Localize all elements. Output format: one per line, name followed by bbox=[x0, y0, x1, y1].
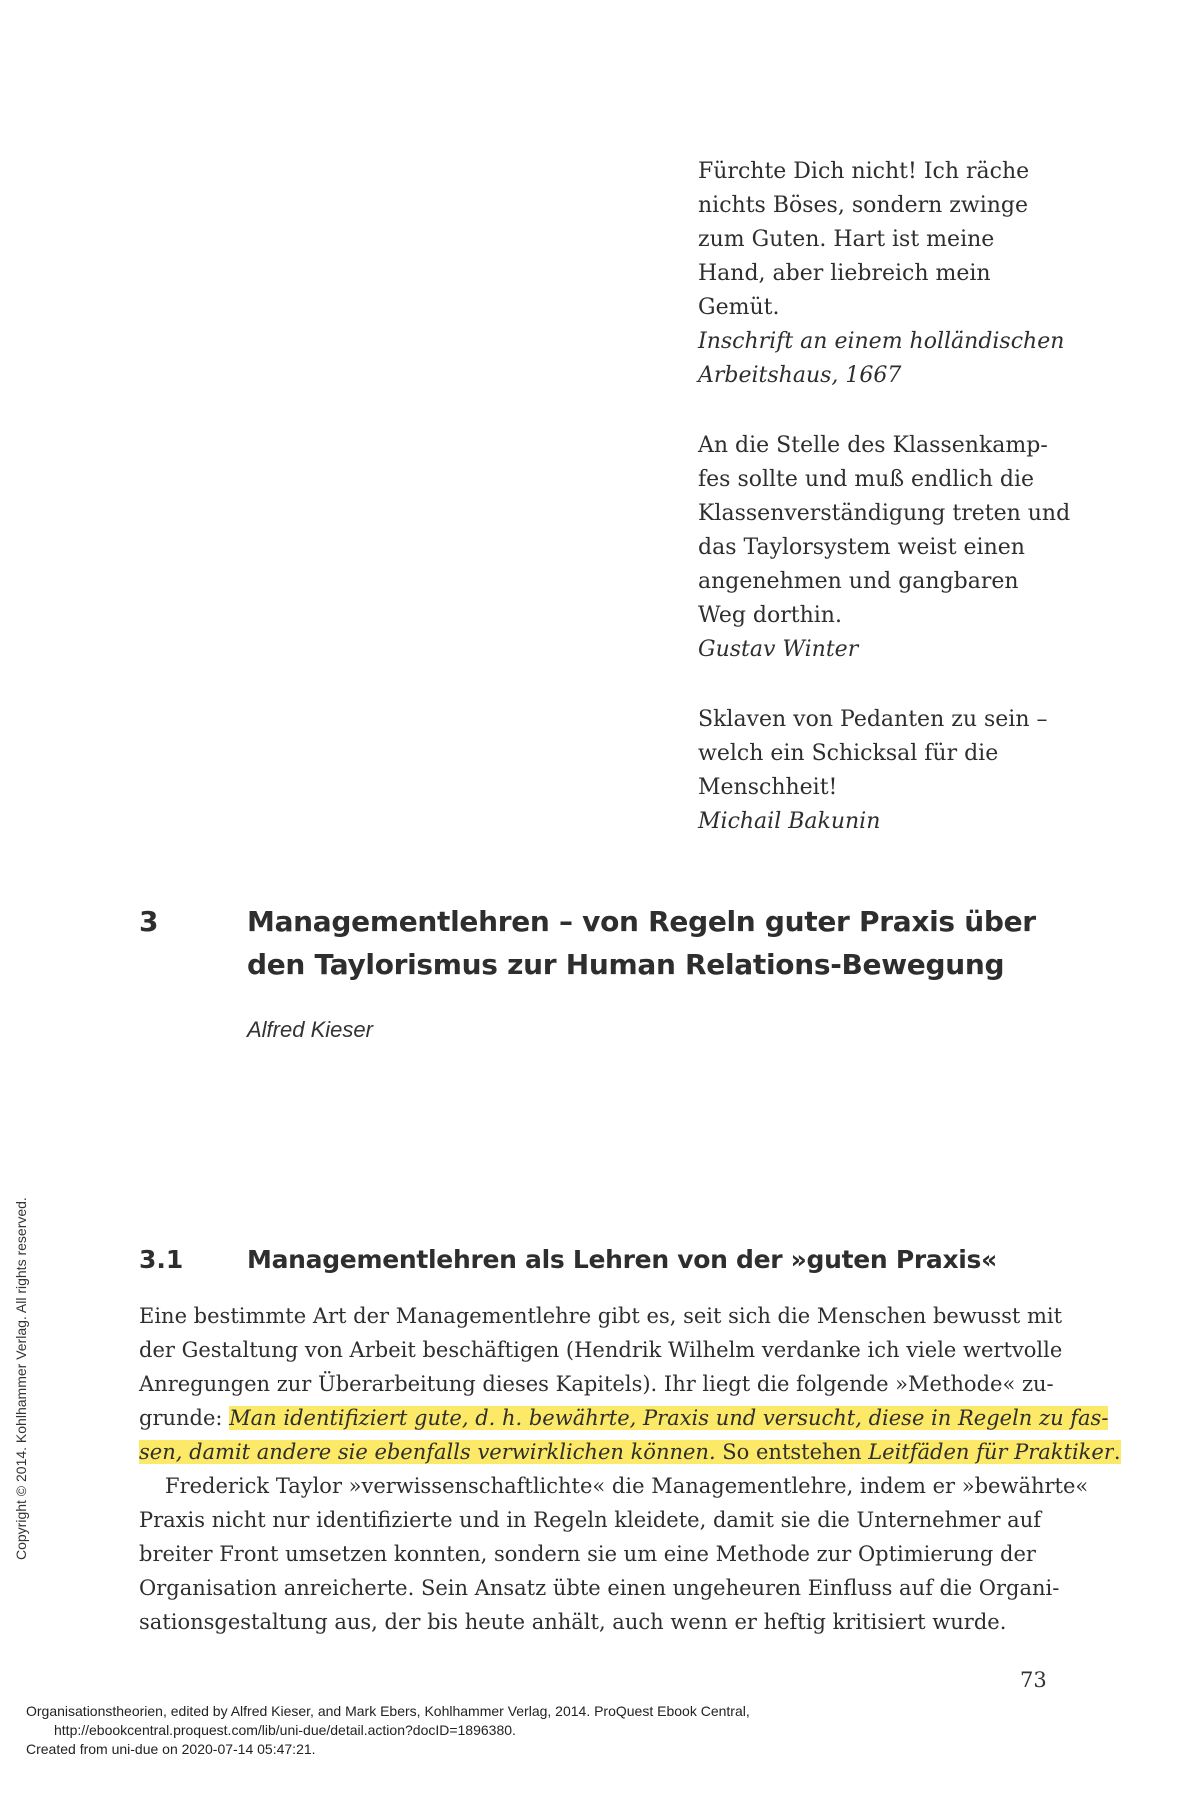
paragraph-line: Frederick Taylor »verwissenschaftlichte« die Managementlehre, indem er »bewährte« bbox=[165, 1474, 1089, 1498]
paragraph-line: Eine bestimmte Art der Managementlehre gibt es, seit sich die Menschen bewusst mit bbox=[139, 1304, 1063, 1328]
motto-source: Arbeitshaus, 1667 bbox=[698, 363, 902, 388]
chapter-number: 3 bbox=[139, 905, 159, 938]
footer-link[interactable]: http://ebookcentral.proquest.com/lib/uni-due/detail.action?docID=1896380. bbox=[54, 1722, 516, 1738]
highlighted-text: So entstehen bbox=[715, 1440, 869, 1464]
motto-line: angenehmen und gangbaren bbox=[698, 569, 1019, 594]
motto-source: Inschrift an einem holländischen bbox=[698, 329, 1065, 354]
motto-line: nichts Böses, sondern zwinge bbox=[698, 193, 1029, 218]
paragraph-line bbox=[139, 1435, 1121, 1469]
motto-line: Weg dorthin. bbox=[698, 603, 842, 628]
motto-line: fes sollte und muß endlich die bbox=[698, 467, 1035, 492]
highlighted-text: Leitfäden für Praktiker bbox=[868, 1440, 1114, 1464]
motto-source: Gustav Winter bbox=[698, 637, 859, 662]
paragraph-line bbox=[139, 1401, 1109, 1435]
highlighted-text: . bbox=[1113, 1440, 1121, 1464]
motto-line: Hand, aber liebreich mein bbox=[698, 261, 991, 286]
paragraph-line: der Gestaltung von Arbeit beschäftigen (Hendrik Wilhelm verdanke ich viele wertvolle bbox=[139, 1338, 1063, 1362]
chapter-title bbox=[247, 900, 1067, 986]
motto-line: Menschheit! bbox=[698, 775, 838, 800]
motto-line: welch ein Schicksal für die bbox=[698, 741, 999, 766]
motto-3 bbox=[698, 703, 1078, 839]
motto-line: An die Stelle des Klassenkamp- bbox=[698, 433, 1048, 458]
page-number: 73 bbox=[1020, 1668, 1047, 1692]
paragraph-line: breiter Front umsetzen konnten, sondern sie um eine Methode zur Optimierung der bbox=[139, 1542, 1036, 1566]
paragraph-line: Organisation anreicherte. Sein Ansatz übte einen ungeheuren Einfluss auf die Organi- bbox=[139, 1576, 1060, 1600]
section-number: 3.1 bbox=[139, 1245, 184, 1274]
motto-line: Gemüt. bbox=[698, 295, 780, 320]
motto-line: Klassenverständigung treten und bbox=[698, 501, 1071, 526]
footer-line: Created from uni-due on 2020-07-14 05:47:21. bbox=[26, 1741, 316, 1757]
section-title: Managementlehren als Lehren von der »guten Praxis« bbox=[247, 1245, 997, 1274]
chapter-author: Alfred Kieser bbox=[247, 1017, 373, 1042]
motto-2 bbox=[698, 429, 1078, 667]
text-run: grunde: bbox=[139, 1406, 230, 1430]
motto-source: Michail Bakunin bbox=[698, 809, 881, 834]
highlighted-text: Man identifiziert gute, d. h. bewährte, Praxis und versucht, diese in Regeln zu fas- bbox=[229, 1406, 1109, 1430]
paragraph-line: Praxis nicht nur identifizierte und in Regeln kleidete, damit sie die Unternehmer auf bbox=[139, 1508, 1041, 1532]
footer-line: Organisationstheorien, edited by Alfred Kieser, and Mark Ebers, Kohlhammer Verlag, 2014. ProQuest Ebook Central, bbox=[26, 1703, 750, 1719]
chapter-title-line: Managementlehren – von Regeln guter Praxis über bbox=[247, 905, 1036, 938]
citation-footer bbox=[26, 1702, 750, 1759]
body-text bbox=[139, 1299, 1121, 1639]
highlighted-text: sen, damit andere sie ebenfalls verwirklichen können. bbox=[139, 1440, 716, 1464]
motto-line: zum Guten. Hart ist meine bbox=[698, 227, 995, 252]
paragraph-line: Anregungen zur Überarbeitung dieses Kapitels). Ihr liegt die folgende »Methode« zu- bbox=[139, 1372, 1054, 1396]
motto-line: das Taylorsystem weist einen bbox=[698, 535, 1025, 560]
chapter-title-line: den Taylorismus zur Human Relations-Bewegung bbox=[247, 948, 1005, 981]
copyright-notice: Copyright © 2014. Kohlhammer Verlag. All rights reserved. bbox=[13, 1197, 29, 1560]
motto-line: Fürchte Dich nicht! Ich räche bbox=[698, 159, 1030, 184]
motto-line: Sklaven von Pedanten zu sein – bbox=[698, 707, 1048, 732]
paragraph-line: sationsgestaltung aus, der bis heute anhält, auch wenn er heftig kritisiert wurde. bbox=[139, 1610, 1007, 1634]
chapter-mottos bbox=[698, 155, 1078, 875]
motto-1 bbox=[698, 155, 1078, 393]
